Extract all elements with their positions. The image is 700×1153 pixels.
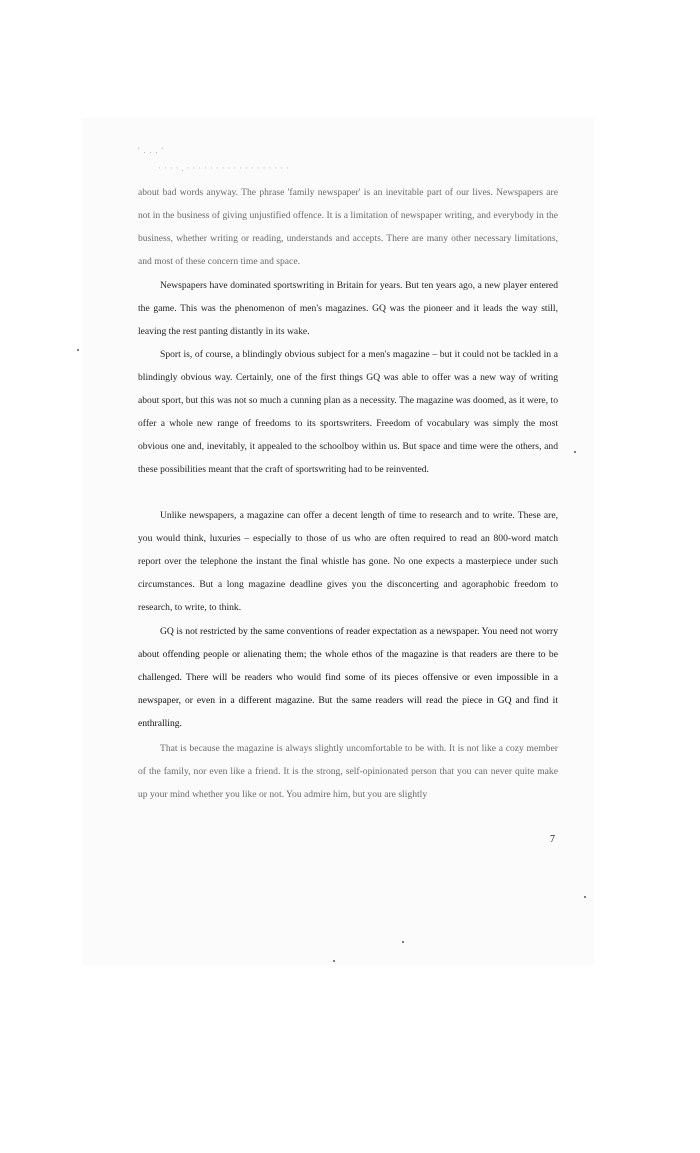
paragraph-2 — [138, 275, 558, 344]
scan-speck — [333, 960, 335, 962]
paragraph-4 — [138, 505, 558, 620]
paragraph-5 — [138, 621, 558, 736]
faded-first-line: · · · · . · · · · · · · · · · · · · · · · · · — [158, 163, 290, 173]
scan-speck — [402, 941, 404, 943]
scan-speck — [574, 451, 576, 453]
paragraph-2-text: Newspapers have dominated sportswriting in Britain for years. But ten years ago, a new player entered the game. This was the phenomenon of men's magazines. GQ was the pioneer and it leads the way still, leaving the rest panting distantly in its wake. — [138, 280, 558, 337]
paragraph-4-text: Unlike newspapers, a magazine can offer a decent length of time to research and to write. These are, you would think, luxuries – especially to those of us who are often required to read an 800-word match report over the telephone the instant the final whistle has gone. No one expects a masterpiece under such circumstances. But a long magazine deadline gives you the disconcerting and agoraphobic freedom to research, to write, to think. — [138, 510, 558, 613]
paragraph-6-text: That is because the magazine is always slightly uncomfortable to be with. It is not like a cozy member of the family, nor even like a friend. It is the strong, self-opinionated person that you can never quite make up your mind whether you like or not. You admire him, but you are slightly — [138, 743, 558, 800]
scan-speck — [584, 896, 586, 898]
paragraph-6 — [138, 738, 558, 807]
paragraph-3 — [138, 344, 558, 481]
scan-speck — [77, 349, 79, 351]
running-header: ' . . . ' — [138, 146, 164, 155]
page-number: 7 — [550, 834, 555, 845]
paragraph-5-text: GQ is not restricted by the same conventions of reader expectation as a newspaper. You need not worry about offending people or alienating them; the whole ethos of the magazine is that readers are there to be challenged. There will be readers who would find some of its pieces offensive or even impossible in a newspaper, or even in a different magazine. But the same readers will read the piece in GQ and find it enthralling. — [138, 626, 558, 729]
paragraph-3-text: Sport is, of course, a blindingly obvious subject for a men's magazine – but it could not be tackled in a blindingly obvious way. Certainly, one of the first things GQ was able to offer was a new way of writing about sport, but this was not so much a cunning plan as a necessity. The magazine was doomed, as it were, to offer a whole new range of freedoms to its sportswriters. Freedom of vocabulary was simply the most obvious one and, inevitably, it appealed to the schoolboy within us. But space and time were the others, and these possibilities meant that the craft of sportswriting had to be reinvented. — [138, 349, 558, 475]
paragraph-1-text: about bad words anyway. The phrase 'family newspaper' is an inevitable part of our lives. Newspapers are not in the business of giving unjustified offence. It is a limitation of newspaper writing, and everybody in the business, whether writing or reading, understands and accepts. There are many other necessary limitations, and most of these concern time and space. — [138, 187, 558, 267]
paragraph-1 — [138, 182, 558, 274]
